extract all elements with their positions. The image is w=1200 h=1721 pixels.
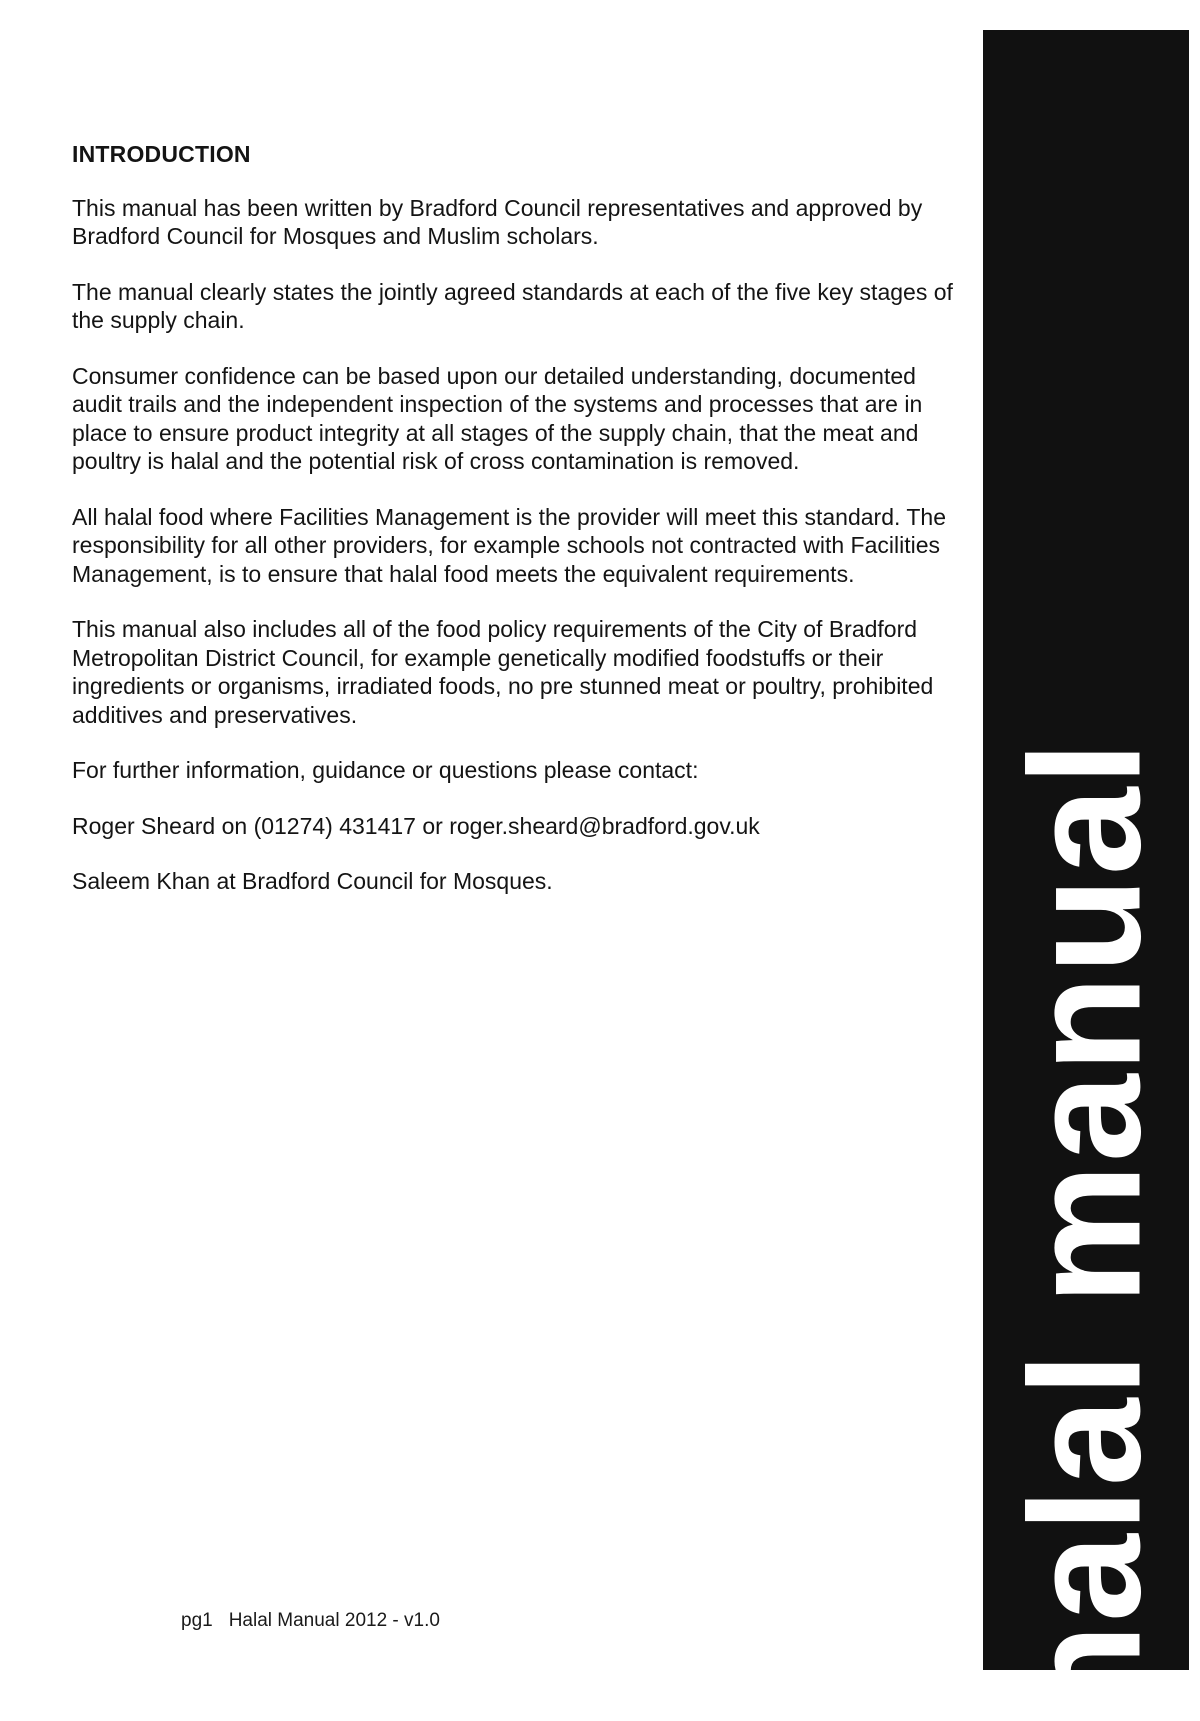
paragraph-providers: All halal food where Facilities Management is the provider will meet this standard. The responsibility for all other providers, for example schools not contracted with Facilities Management, is to ensure that halal food meets the equivalent requirements. bbox=[72, 503, 946, 587]
paragraph-contact-intro: For further information, guidance or questions please contact: bbox=[72, 757, 699, 783]
section-heading: INTRODUCTION bbox=[72, 141, 251, 167]
side-title-area bbox=[983, 739, 1189, 1721]
paragraph-authorship: This manual has been written by Bradford Council representatives and approved by Bradford Council for Mosques and Muslim scholars. bbox=[72, 194, 923, 249]
paragraph-food-policy: This manual also includes all of the food policy requirements of the City of Bradford Metropolitan District Council, for example genetically modified foodstuffs or their ingredients or organisms, irradiated foods, no pre stunned meat or poultry, prohibited additives and preservatives. bbox=[72, 616, 934, 728]
footer-title: Halal Manual 2012 - v1.0 bbox=[228, 1610, 440, 1631]
side-title-band bbox=[983, 30, 1189, 1721]
side-title: halal manual bbox=[997, 739, 1174, 1721]
page-number: pg1 bbox=[181, 1610, 213, 1631]
contact-roger-sheard: Roger Sheard on (01274) 431417 or roger.sheard@bradford.gov.uk bbox=[72, 812, 760, 839]
paragraph-consumer-confidence: Consumer confidence can be based upon our detailed understanding, documented audit trails and the independent inspection of the systems and processes that are in place to ensure product integrity at all stages of the supply chain, that the meat and poultry is halal and the potential risk of cross contamination is removed. bbox=[72, 362, 923, 474]
contact-saleem-khan: Saleem Khan at Bradford Council for Mosques. bbox=[72, 868, 553, 894]
page-footer bbox=[181, 1610, 456, 1632]
introduction-section bbox=[72, 140, 972, 923]
paragraph-standards: The manual clearly states the jointly agreed standards at each of the five key stages of the supply chain. bbox=[72, 278, 953, 333]
